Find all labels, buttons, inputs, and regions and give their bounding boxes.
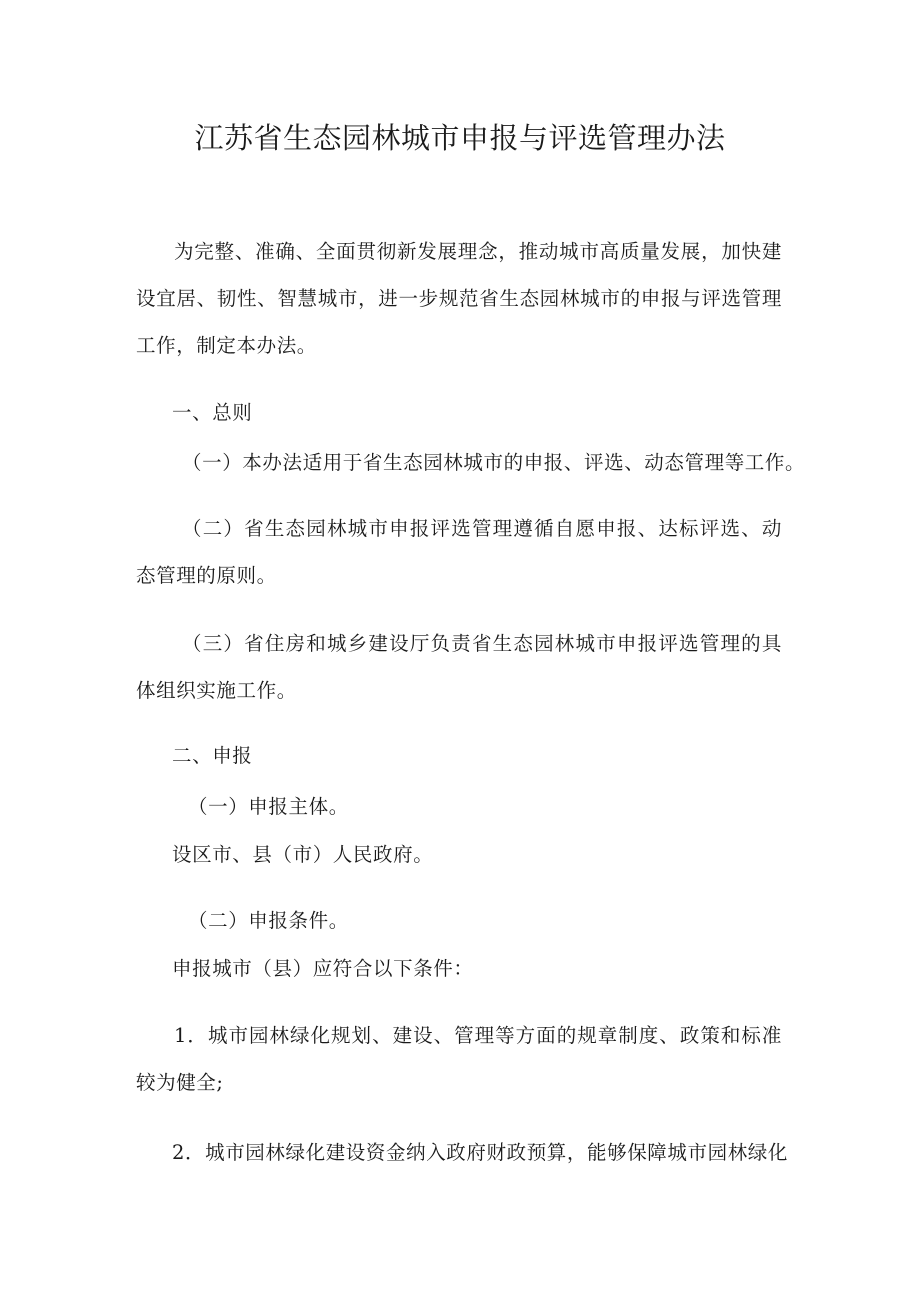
application-subheading-conditions: （二）申报条件。 bbox=[188, 909, 349, 932]
condition-2: 2．城市园林绿化建设资金纳入政府财政预算，能够保障城市园林绿化 bbox=[172, 1141, 789, 1164]
section-heading-general: 一、总则 bbox=[172, 401, 253, 424]
document-title: 江苏省生态园林城市申报与评选管理办法 bbox=[194, 121, 726, 155]
general-item-3: （三）省住房和城乡建设厅负责省生态园林城市申报评选管理的具体组织实施工作。 bbox=[136, 632, 782, 702]
application-subject-text: 设区市、县（市）人民政府。 bbox=[172, 843, 434, 866]
application-conditions-intro: 申报城市（县）应符合以下条件： bbox=[172, 957, 474, 980]
intro-paragraph: 为完整、准确、全面贯彻新发展理念，推动城市高质量发展，加快建设宜居、韧性、智慧城市，进一步规范省生态园林城市的申报与评选管理工作，制定本办法。 bbox=[136, 240, 782, 357]
condition-1: 1．城市园林绿化规划、建设、管理等方面的规章制度、政策和标准较为健全; bbox=[136, 1024, 782, 1094]
general-item-2: （二）省生态园林城市申报评选管理遵循自愿申报、达标评选、动态管理的原则。 bbox=[136, 517, 782, 587]
section-heading-application: 二、申报 bbox=[172, 744, 253, 767]
general-item-1: （一）本办法适用于省生态园林城市的申报、评选、动态管理等工作。 bbox=[182, 451, 806, 474]
application-subheading-subject: （一）申报主体。 bbox=[188, 795, 349, 818]
